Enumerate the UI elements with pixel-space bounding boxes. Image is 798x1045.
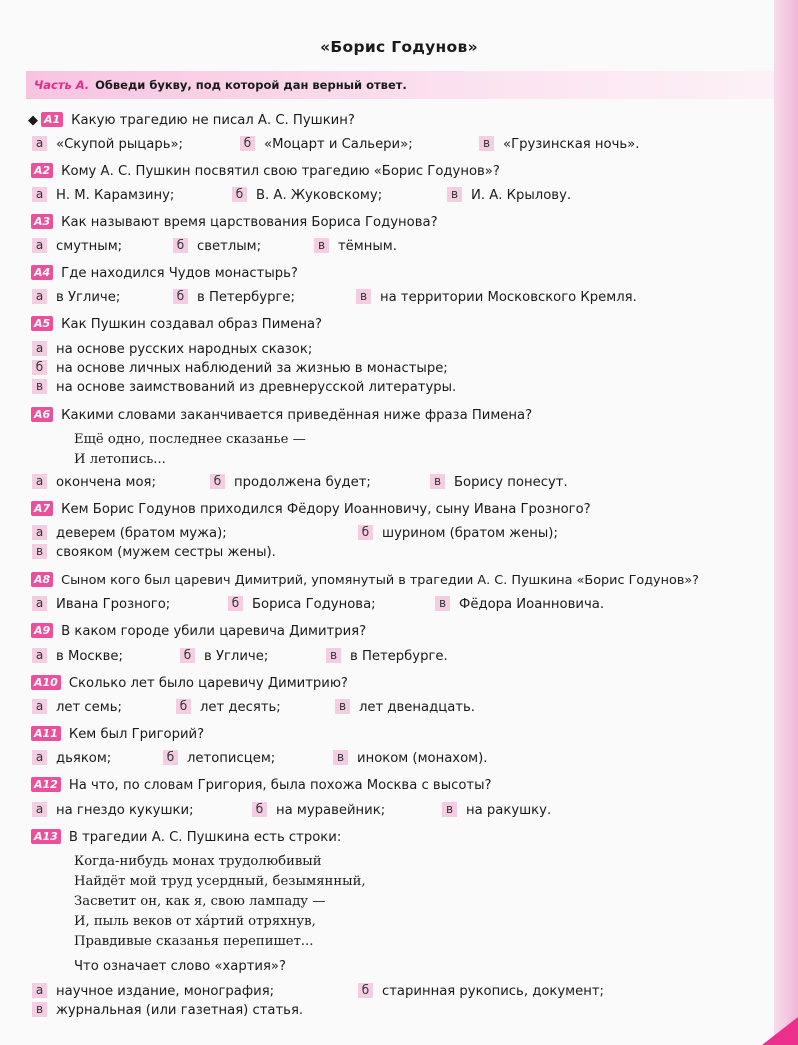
question-text: Какими словами заканчивается приведённая ниже фраза Пимена? [61,408,533,423]
option-letter: в [32,544,47,559]
option-a[interactable] [32,238,122,256]
option-text: лет семь; [56,700,122,715]
option-text: журнальная (или газетная) статья. [56,1003,304,1018]
option-b[interactable] [163,750,275,768]
option-text: лет десять; [200,700,281,715]
option-b[interactable] [358,525,558,543]
option-letter: в [335,699,350,714]
option-a[interactable] [32,802,194,820]
question-text: На что, по словам Григория, была похожа Москва с высоты? [68,778,492,793]
option-text: смутным; [56,239,123,254]
option-a[interactable] [32,341,312,359]
option-c[interactable] [447,187,571,205]
option-a[interactable] [32,474,156,492]
part-header [26,71,774,99]
quote-line: Правдивые сказанья перепишет... [74,934,314,949]
option-text: иноком (монахом). [357,751,488,766]
option-letter: а [32,136,47,151]
option-letter: в [447,187,462,202]
option-letter: в [314,238,329,253]
option-c[interactable] [32,544,276,562]
option-letter: а [32,474,47,489]
option-text: деверем (братом мужа); [56,526,227,541]
option-letter: б [173,238,188,253]
question-a2 [31,163,500,181]
option-letter: а [32,802,47,817]
option-text: на гнездо кукушки; [56,803,194,818]
option-letter: а [32,983,47,998]
option-letter: в [479,136,494,151]
option-a[interactable] [32,525,227,543]
option-a[interactable] [32,699,122,717]
option-letter: в [32,1002,47,1017]
option-letter: а [32,289,47,304]
question-text: Как Пушкин создавал образ Пимена? [61,317,323,332]
question-number: А5 [31,316,53,331]
quote-line: Когда-нибудь монах трудолюбивый [74,854,322,869]
question-text: Кем был Григорий? [68,727,205,742]
quote-line: Ещё одно, последнее сказанье — [74,432,306,447]
option-text: в Угличе; [56,290,121,305]
question-a8 [31,572,699,590]
option-letter: а [32,699,47,714]
question-text: Сыном кого был царевич Димитрий, упомянутый в трагедии А. С. Пушкина «Борис Годунов»? [61,573,699,588]
question-number: А12 [31,777,61,792]
option-c[interactable] [356,289,637,307]
option-c[interactable] [435,596,604,614]
option-letter: в [442,802,457,817]
option-b[interactable] [176,699,281,717]
option-text: старинная рукопись, документ; [382,984,604,999]
option-c[interactable] [32,379,456,397]
quote-line: Засветит он, как я, свою лампаду — [74,894,326,909]
question-number: А3 [31,214,53,229]
option-text: Бориса Годунова; [252,597,376,612]
option-letter: а [32,341,47,356]
part-instruction: Обведи букву, под которой дан верный ответ. [95,78,407,92]
option-b[interactable] [173,238,261,256]
question-number: А9 [31,623,53,638]
option-letter: б [210,474,225,489]
option-text: окончена моя; [56,475,156,490]
option-text: в Угличе; [204,649,269,664]
option-letter: б [180,648,195,663]
option-letter: в [326,648,341,663]
option-text: Борису понесут. [454,475,568,490]
option-text: летописцем; [187,751,276,766]
option-b[interactable] [173,289,295,307]
option-b[interactable] [240,136,413,154]
question-a12 [31,777,492,795]
option-text: в Петербурге; [197,290,295,305]
question-a3 [31,214,438,232]
part-label: Часть А. [34,78,90,92]
question-a7 [31,501,591,519]
option-b[interactable] [252,802,385,820]
question-a11 [31,726,204,744]
option-letter: б [176,699,191,714]
option-text: на основе заимствований из древнерусской литературы. [56,380,457,395]
option-c[interactable] [326,648,448,666]
option-text: научное издание, монография; [56,984,275,999]
question-text: Как называют время царствования Бориса Годунова? [61,215,438,230]
option-text: лет двенадцать. [359,700,475,715]
option-text: В. А. Жуковскому; [256,188,383,203]
option-text: в Москве; [56,649,123,664]
question-a13 [31,829,341,847]
option-text: на основе личных наблюдений за жизнью в монастыре; [56,361,448,376]
option-text: Фёдора Иоанновича. [459,597,605,612]
option-letter: б [32,360,47,375]
question-a10 [31,675,348,693]
option-letter: б [358,983,373,998]
option-c[interactable] [430,474,568,492]
page-title: «Борис Годунов» [320,38,478,56]
option-b[interactable] [180,648,268,666]
option-text: Ивана Грозного; [56,597,171,612]
question-number: А10 [31,675,61,690]
option-c[interactable] [479,136,639,154]
option-letter: б [173,289,188,304]
question-a6 [31,407,532,425]
option-b[interactable] [32,360,448,378]
option-letter: а [32,648,47,663]
option-letter: б [240,136,255,151]
option-letter: а [32,596,47,611]
question-text: Где находился Чудов монастырь? [61,266,298,281]
option-text: светлым; [197,239,262,254]
question-a5 [31,316,322,334]
option-b[interactable] [232,187,382,205]
option-text: «Грузинская ночь». [503,137,640,152]
option-a[interactable] [32,648,123,666]
option-c[interactable] [32,1002,303,1020]
option-text: И. А. Крылову. [471,188,572,203]
page-edge-decoration [774,0,798,1045]
option-letter: в [435,596,450,611]
option-letter: а [32,187,47,202]
option-text: продолжена будет; [234,475,371,490]
question-number: А8 [31,572,53,587]
option-c[interactable] [314,238,397,256]
question-text: Сколько лет было царевичу Димитрию? [68,676,348,691]
option-text: на территории Московского Кремля. [380,290,637,305]
option-a[interactable] [32,596,170,614]
question-a1 [28,112,355,130]
option-text: свояком (мужем сестры жены). [56,545,276,560]
diamond-icon: ◆ [28,113,38,128]
option-b[interactable] [210,474,371,492]
option-b[interactable] [358,983,604,1001]
option-c[interactable] [333,750,487,768]
option-letter: а [32,525,47,540]
option-text: на муравейник; [276,803,386,818]
option-text: на ракушку. [466,803,552,818]
option-a[interactable] [32,289,120,307]
question-number: А6 [31,407,53,422]
question-text: В трагедии А. С. Пушкина есть строки: [68,830,342,845]
question-number: А7 [31,501,53,516]
option-b[interactable] [228,596,376,614]
question-a4 [31,265,298,283]
subquestion-text: Что означает слово «хартия»? [74,959,286,974]
option-a[interactable] [32,136,183,154]
option-text: «Скупой рыцарь»; [56,137,183,152]
option-text: Н. М. Карамзину; [56,188,175,203]
question-number: А4 [31,265,53,280]
option-letter: в [430,474,445,489]
page-corner-tab [762,1017,798,1045]
question-number: А13 [31,829,61,844]
option-letter: в [356,289,371,304]
option-text: тёмным. [338,239,397,254]
option-text: в Петербурге. [350,649,448,664]
option-c[interactable] [442,802,551,820]
option-letter: а [32,750,47,765]
question-number: А11 [31,726,61,741]
question-number: А2 [31,163,53,178]
option-letter: б [163,750,178,765]
option-letter: в [333,750,348,765]
question-text: Какую трагедию не писал А. С. Пушкин? [71,113,355,128]
option-c[interactable] [335,699,475,717]
quote-line: И, пыль веков от ха́ртий отряхнув, [74,914,316,929]
option-letter: б [252,802,267,817]
option-text: «Моцарт и Сальери»; [264,137,413,152]
option-a[interactable] [32,983,274,1001]
quote-line: Найдёт мой труд усердный, безымянный, [74,874,366,889]
question-number: А1 [41,112,63,127]
question-text: Кем Борис Годунов приходился Фёдору Иоанновичу, сыну Ивана Грозного? [61,502,591,517]
option-letter: б [228,596,243,611]
option-letter: в [32,379,47,394]
quote-line: И летопись... [74,452,166,467]
question-a9 [31,623,366,641]
option-a[interactable] [32,187,174,205]
option-letter: б [232,187,247,202]
option-a[interactable] [32,750,111,768]
option-text: шурином (братом жены); [382,526,558,541]
option-letter: б [358,525,373,540]
option-text: на основе русских народных сказок; [56,342,313,357]
option-text: дьяком; [56,751,112,766]
question-text: В каком городе убили царевича Димитрия? [61,624,367,639]
option-letter: а [32,238,47,253]
question-text: Кому А. С. Пушкин посвятил свою трагедию «Борис Годунов»? [61,164,500,179]
